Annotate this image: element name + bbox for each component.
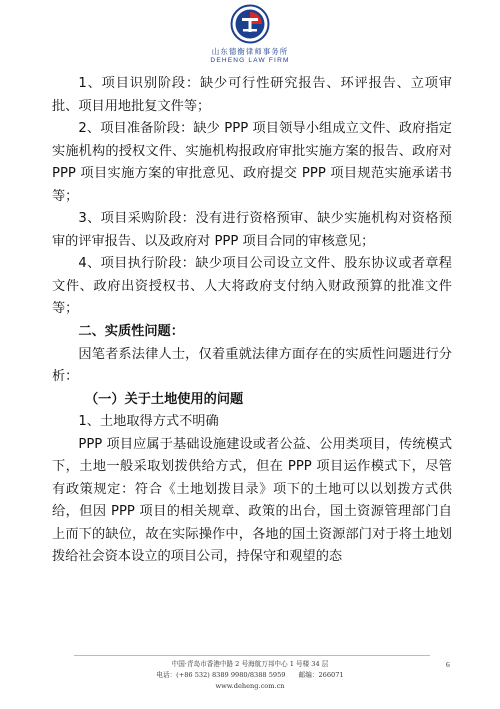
- paragraph-stage-4: 4、项目执行阶段：缺少项目公司设立文件、股东协议或者章程文件、政府出资授权书、人大将政府支付纳入财政预算的批准文件等；: [52, 256, 452, 317]
- page-number: 6: [446, 660, 450, 669]
- footer-phone: 电话：(+86 532) 8389 9980/8388 5959 邮编：266071: [156, 671, 344, 679]
- subsection-title: （一）关于土地使用的问题: [85, 391, 244, 407]
- firm-name-en: DEHENG LAW FIRM: [210, 57, 290, 64]
- paragraph-stage-3: 3、项目采购阶段：没有进行资格预审、缺少实施机构对资格预审的评审报告、以及政府对 PPP 项目合同的审核意见；: [52, 211, 452, 249]
- item-title: 1、土地取得方式不明确: [78, 414, 219, 430]
- firm-logo-icon: [230, 4, 270, 44]
- intro-paragraph: 因笔者系法律人士，仅着重就法律方面存在的实质性问题进行分析：: [52, 346, 452, 385]
- footer-address: 中国·青岛市香港中路 2 号海航万邦中心 1 号楼 34 层: [171, 660, 329, 668]
- footer-website: www.deheng.com.cn: [215, 682, 285, 690]
- document-body: [52, 73, 452, 569]
- footer-divider: [74, 655, 430, 656]
- page-header: [0, 0, 500, 74]
- firm-name-cn: 山东德衡律师事务所: [211, 47, 289, 56]
- paragraph-stage-2: 2、项目准备阶段：缺少 PPP 项目领导小组成立文件、政府指定实施机构的授权文件、实施机构报政府审批实施方案的报告、政府对 PPP 项目实施方案的审批意见、政府提交 PPP 项目规范实施承诺书等；: [52, 121, 452, 204]
- page-footer: [0, 659, 500, 692]
- section-title: 二、实质性问题：: [78, 324, 184, 340]
- paragraph-stage-1: 1、项目识别阶段：缺少可行性研究报告、环评报告、立项审批、项目用地批复文件等；: [52, 76, 452, 114]
- land-paragraph: PPP 项目应属于基础设施建设或者公益、公用类项目，传统模式下，土地一般采取划拨供给方式，但在 PPP 项目运作模式下，尽管有政策规定：符合《土地划拨目录》项下的土地可以以划拨方式供给，但因 PPP 项目的相关规章、政策的出台，国土资源管理部门自上而下的缺位，故在实际操作中，各地的国土资源部门对于将土地划拨给社会资本设立的项目公司，持保守和观望的态: [52, 436, 452, 565]
